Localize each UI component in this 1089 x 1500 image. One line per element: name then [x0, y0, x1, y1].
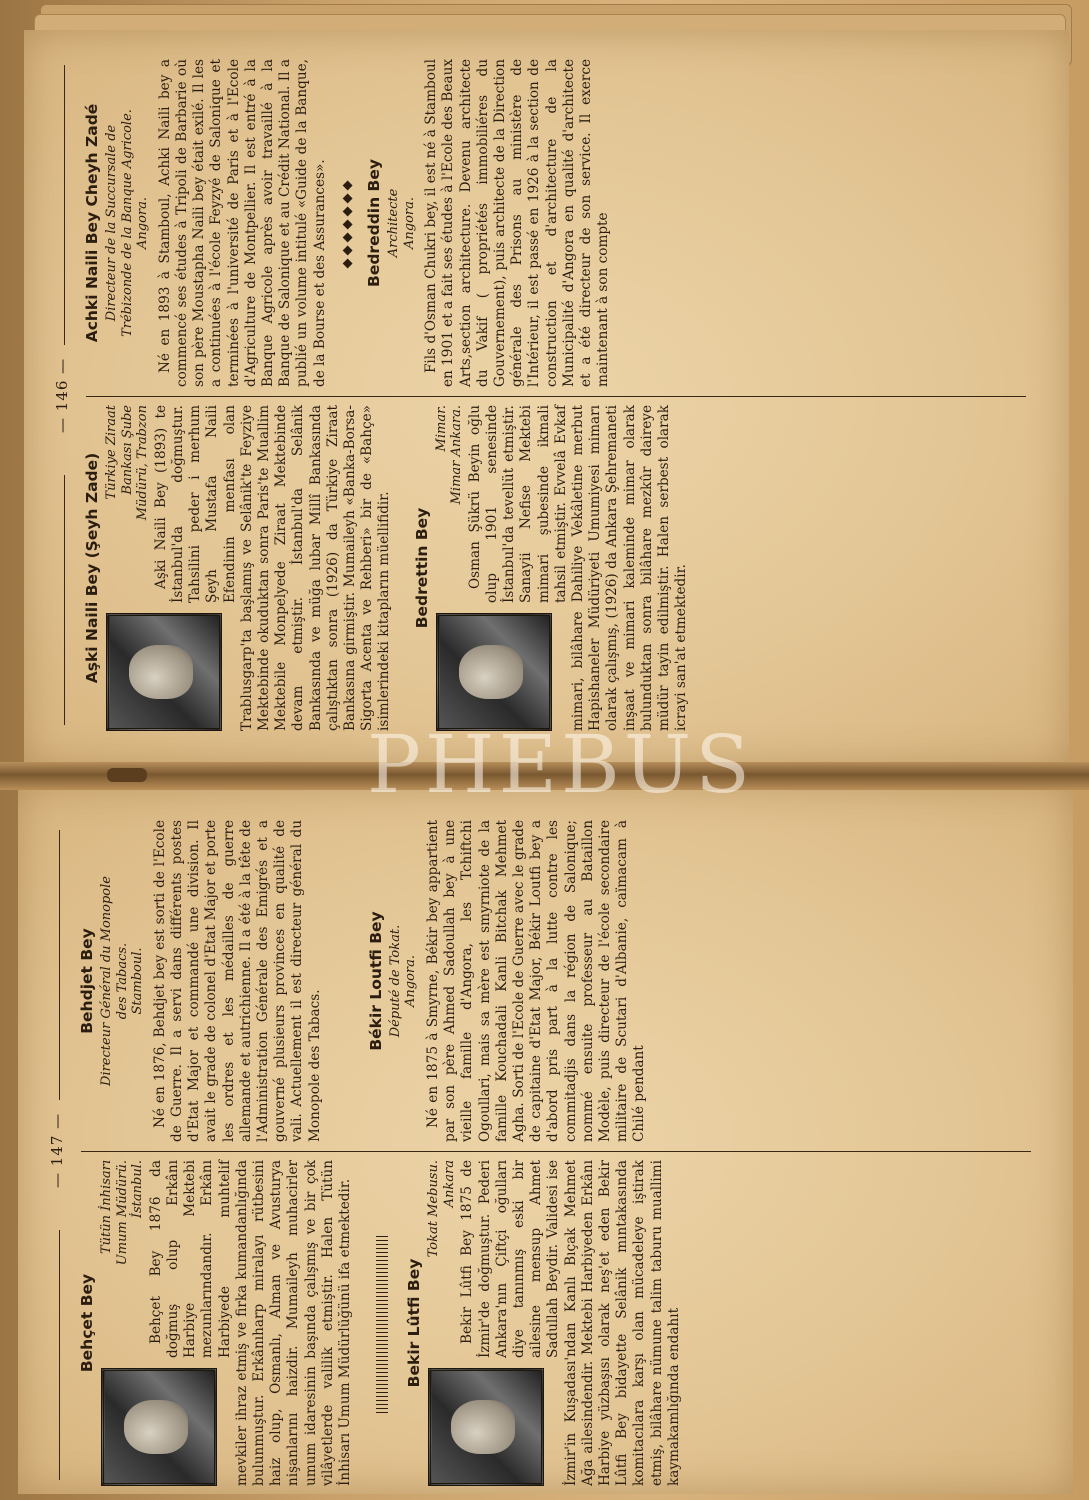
- entry-behcet: [79, 1160, 354, 1486]
- entry-title: Député de Tokat. Angora.: [387, 924, 419, 1038]
- page-147-content: [45, 810, 1055, 1500]
- portrait-photo: [101, 1368, 217, 1486]
- entry-bedreddin: [366, 59, 612, 387]
- folio: [49, 810, 69, 1500]
- entry-heading: Behdjet Bey: [78, 928, 96, 1034]
- entry-heading: Bekir Lûtfi Bey: [405, 1258, 424, 1388]
- hatch-divider: [376, 1233, 388, 1413]
- folio-rule: [64, 475, 65, 725]
- entry-behdjet: [79, 820, 324, 1142]
- entry-text: Bekir Lûtfi Bey 1875 de İzmir'de doğmuştur. Pederi Ankara'nın Çiftçi oğulları diye tanınmış eski bir ailesine mensup Ahmet Sadullah Beydir. Validesi ise İzmir'in Kuşadası'ndan Kanlı Bıçak Mehmet Ağa ailesindendir. Mektebi Harbiyeden Erkânı Harbiye yüzbaşısı olarak neş'et eden Bekir Lûtfi Bey bidayette Selânik mıntakasında komitacılara karşı olan mücadeleye iştirak etmiş, bilâhare nümune talim taburu muallimi kaymakamlığında endahıt: [459, 1160, 682, 1486]
- binding-stain: [107, 768, 147, 782]
- entry-text: Aşki Naili Bey (1893) te İstanbul'da doğmuştur. Tahsilini peder i merhum Şeyh Mustafa Naili Efendinin menfası olan Trablusgarp'ta başlamış ve Selânik'te Feyziye Mektebinde okuduktan sonra Paris'te Muallim Mektebile Monpelyede Ziraat Mektebinde devam etmiştir. İstanbul'da Selânik Bankasında ve müğa lubar Millî Bankasında çalıştıktan sonra (1926) da Türkiye Ziraat Bankasına girmiştir. Mumaileyh «Banka-Borsa-Sigorta Acenta ve Rehberi» bir de «Bahçe» isimlerindeki kitapların müellifidir.: [152, 405, 393, 731]
- entry-text: Né en 1875 à Smyrne, Békir bey appartient par son père Ahmed Sadoullah bey à une vieille famille d'Angora, les Tchiftchi Ogoullari, mais sa mère est smyrniote de la famille Kouchadali Kanli Bitchak Mehmet Agha. Sorti de l'Ecole de Guerre avec le grade de capitaine d'Etat Major, Békir Loutfi bey a d'abord pris part à la lutte contre les commitadjis dans la région de Salonique; nommé ensuite professeur au Bataillon Modèle, puis directeur de l'école secondaire militaire de Scutari d'Albanie, caïmacam à Chilé pendant: [424, 820, 648, 1142]
- turkish-column: [84, 405, 694, 731]
- folio: [54, 45, 74, 745]
- entry-text: Né en 1876, Behdjet bey est sorti de l'Ecole de Guerre. Il a servi dans différents postes d'Etat Major et commandé une division. Il avait le grade de colonel d'Etat Major et porte les ordres et les médailles de guerre allemande et autrichienne. Il a été à la tête de l'Administration Générale des Emigrés et a gouverné plusieurs provinces en qualité de vali. Actuellement il est directeur général du Monopole des Tabacs.: [151, 820, 323, 1142]
- entry-heading: Achki Naili Bey Cheyh Zadé: [83, 103, 101, 343]
- entry-heading: Behçet Bey: [78, 1273, 96, 1373]
- entry-text: Osman Şükrü Beyin oğlu olup 1901 senesinde İstanbul'da tevellüt etmiştir. Sanayii Nefise Mektebi mimari şubesinde ikmali tahsil etmiştir. Evvelâ Evkaf mimari, bilâhare Dahiliye Vekâletine merbut Hapishaneler Müdüriyeti Umumiyesi mimarı olarak çalışmış, (1926) da Ankara Şehremaneti inşaat ve mimari kaleminde mimar olarak bulunduktan sonra bilâhare mezkûr daireye müdür tayin edilmiştir. Halen serbest olarak icrayi san'at etmektedir.: [466, 405, 690, 731]
- entry-title: Türkiye Ziraat Bankası Şube Müdürü, Trabzon: [104, 405, 151, 521]
- column-rule: [86, 396, 1026, 397]
- entry-title: Directeur de la Succursale de Trébizonde de la Banque Agricole. Angora.: [104, 109, 151, 337]
- entry-title: Architecte Angora.: [386, 188, 417, 258]
- portrait-photo: [436, 613, 552, 731]
- column-rule: [81, 1151, 1031, 1152]
- page-number: — 146 —: [53, 357, 71, 433]
- entry-text: Né en 1893 à Stamboul, Achki Naili bey a commencé ses études à Tripoli de Barbarie où son père Moustapha Naili bey était exilé. Il les a continuées à l'école Feyzyé de Salonique et terminées à l'université de Paris et à l'Ecole d'Agriculture de Montpellier. Il est entré à la Banque Agricole après avoir travaillé à la Banque de Salonique et au Crédit National. Il a publié un volume intitulé «Guide de la Banque, de la Bourse et des Assurances».: [156, 59, 328, 387]
- portrait-photo: [106, 613, 222, 731]
- entry-bekir-loutfi: [368, 820, 649, 1142]
- entry-title: Tokat Mebusu. Ankara: [426, 1160, 457, 1258]
- entry-bekir-lutfi: [406, 1160, 683, 1486]
- french-column: [84, 59, 616, 387]
- french-column: [79, 820, 653, 1142]
- folio-rule: [59, 1230, 60, 1480]
- entry-text: Behçet Bey 1876 da doğmuş olup Erkânı Harbiye Mektebi mezunlarındandır. Erkânı Harbiyede muhtelif mevkiler ihraz etmiş ve firka kumandanlığında bulunmuştur. Erkânıharp miralayı rütbesini haiz olup, Osmanlı, Alman ve Avusturya nişanlarını haizdir. Mumaileyh muhacirler umum idaresinin başında çalışmış ve bir çok vilâyetlerde valilik etmiştir. Halen Tütün İnhisarı Umum Müdürlüğünü ifa etmektedir.: [147, 1160, 353, 1486]
- entry-heading: Bedrettin Bey: [412, 507, 431, 629]
- entry-achki-naili: [84, 59, 329, 387]
- entry-text: Fils d'Osman Chukri bey, il est né à Stamboul en 1901 et a fait ses études à l'Ecole des Beaux Arts,section architecture. Devenu architecte du Vakif ( propriétés immobiliéres du Gouvernement), puis architecte de la Direction générale des Prisons au ministère de l'Intérieur, il est passé en 1926 à la section de construction et d'architecture de la Municipalité d'Angora en qualité d'architecte et a été directeur de son service. Il exerce maintenant à son compte: [423, 59, 612, 387]
- entry-title: Directeur Général du Monopole des Tabacs. Stamboul.: [99, 876, 146, 1086]
- entry-heading: Békir Loutfi Bey: [366, 911, 385, 1051]
- turkish-column: [79, 1160, 687, 1486]
- folio-rule: [59, 830, 60, 1100]
- portrait-photo: [428, 1368, 544, 1486]
- page-146-content: [50, 45, 1050, 745]
- watermark: PHEBUS: [367, 718, 755, 811]
- folio-rule: [64, 65, 65, 345]
- entry-title: Mimar. Mimar Ankara.: [433, 405, 465, 505]
- ornament-divider: ◆◆◆◆◆◆◆: [339, 177, 355, 269]
- entry-aski-naili: [84, 405, 394, 731]
- entry-heading: Bedreddin Bey: [364, 159, 383, 287]
- entry-bedrettin: [414, 405, 691, 731]
- entry-title: Tütün İnhisarı Umum Müdürü. İstanbul.: [99, 1160, 146, 1266]
- entry-heading: Aşki Naili Bey (Şeyh Zade): [83, 452, 101, 684]
- page-number: — 147 —: [48, 1112, 66, 1188]
